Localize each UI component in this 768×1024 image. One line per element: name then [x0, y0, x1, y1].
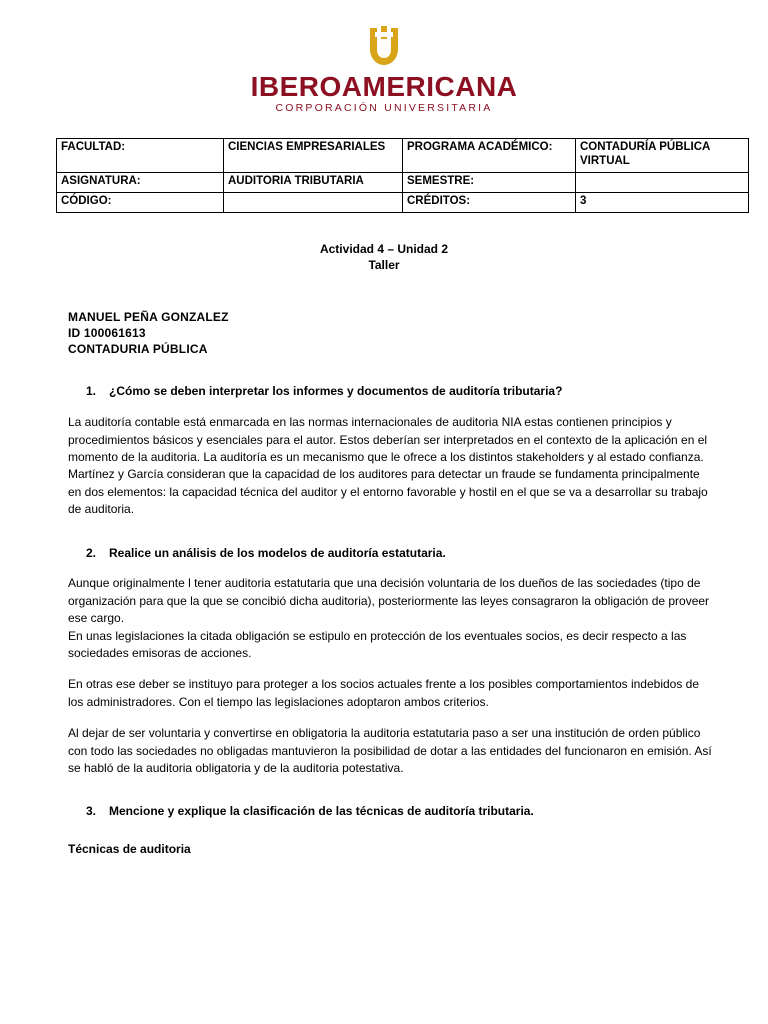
semester-value: [576, 172, 749, 192]
author-id: ID 100061613: [68, 326, 146, 341]
table-row: [57, 172, 749, 192]
program-label: PROGRAMA ACADÉMICO:: [403, 139, 576, 172]
table-row: [57, 139, 749, 172]
subject-label: ASIGNATURA:: [57, 172, 224, 192]
author-program: CONTADURIA PÚBLICA: [68, 342, 208, 357]
logo-subtitle: CORPORACIÓN UNIVERSITARIA: [275, 102, 493, 115]
question-2-text: Realice un análisis de los modelos de auditoría estatutaria.: [109, 545, 446, 560]
question-3: [86, 803, 712, 820]
question-2: [86, 545, 712, 562]
question-2-number: 2.: [86, 545, 97, 560]
program-value: CONTADURÍA PÚBLICA VIRTUAL: [576, 139, 749, 172]
answer-2-paragraph-3: En otras ese deber se instituyo para proteger a los socios actuales frente a los posibles comportamientos indebidos de los administradores. Con el tiempo las legislaciones adoptaron ambos criterios.: [68, 677, 700, 709]
code-label: CÓDIGO:: [57, 192, 224, 212]
page-title: [56, 241, 712, 273]
answer-2-paragraph-2: En unas legislaciones la citada obligación se estipulo en protección de los eventuales socios, es decir respecto a las sociedades emisoras de acciones.: [68, 628, 687, 660]
answer-1-paragraph: La auditoría contable está enmarcada en las normas internacionales de auditoria NIA estas contienen principios y procedimientos básicos y esenciales para el autor. Estos deberían ser interpretados en el contexto de la aplicación en el momento de la auditoria. La auditoría es un mecanismo que le ofrece a los distintos stakeholders y al estado confianza. Martínez y García consideran que la capacidad de los auditores para detectar un fraude se fundamenta principalmente en dos elementos: la capacidad técnica del auditor y el entorno favorable y hostil en el que se va a desarrollar su trabajo de auditoria.: [68, 415, 708, 517]
question-1-text: ¿Cómo se deben interpretar los informes y documentos de auditoría tributaria?: [109, 384, 563, 399]
logo-header: [56, 0, 712, 114]
table-row: [57, 192, 749, 212]
faculty-value: CIENCIAS EMPRESARIALES: [224, 139, 403, 172]
answer-2-paragraph-4: Al dejar de ser voluntaria y convertirse en obligatoria la auditoria estatutaria paso a ser una institución de orden público con todo las sociedades no obligadas mantuvieron la posibilidad de dotar a las entidades del funcionaron en emisión. Así se habló de la auditoria obligatoria y de la auditoria potestativa.: [68, 726, 712, 775]
page-title-line2: Taller: [368, 257, 400, 272]
logo-wordmark: IBEROAMERICANA: [250, 71, 518, 102]
subject-value: AUDITORIA TRIBUTARIA: [224, 172, 403, 192]
page-title-line1: Actividad 4 – Unidad 2: [319, 241, 449, 256]
question-1-number: 1.: [86, 384, 97, 399]
iberoamericana-u-monogram-icon: [361, 26, 407, 68]
credits-label: CRÉDITOS:: [403, 192, 576, 212]
question-1: [86, 383, 712, 400]
course-info-table: [56, 138, 749, 212]
answer-2-paragraph-1: Aunque originalmente l tener auditoria estatutaria que una decisión voluntaria de los dueños de las sociedades (tipo de organización para que la que se concibió dicha auditoria), posteriormente las leyes consagraron la obligación de proveer ese cargo.: [68, 576, 710, 626]
code-value: [224, 192, 403, 212]
author-block: [68, 309, 712, 358]
question-3-text: Mencione y explique la clasificación de las técnicas de auditoría tributaria.: [109, 804, 534, 819]
credits-value: 3: [576, 192, 749, 212]
semester-label: SEMESTRE:: [403, 172, 576, 192]
techniques-subheading: Técnicas de auditoria: [68, 842, 191, 857]
author-name: MANUEL PEÑA GONZALEZ: [68, 309, 229, 324]
faculty-label: FACULTAD:: [57, 139, 224, 172]
question-3-number: 3.: [86, 804, 97, 819]
